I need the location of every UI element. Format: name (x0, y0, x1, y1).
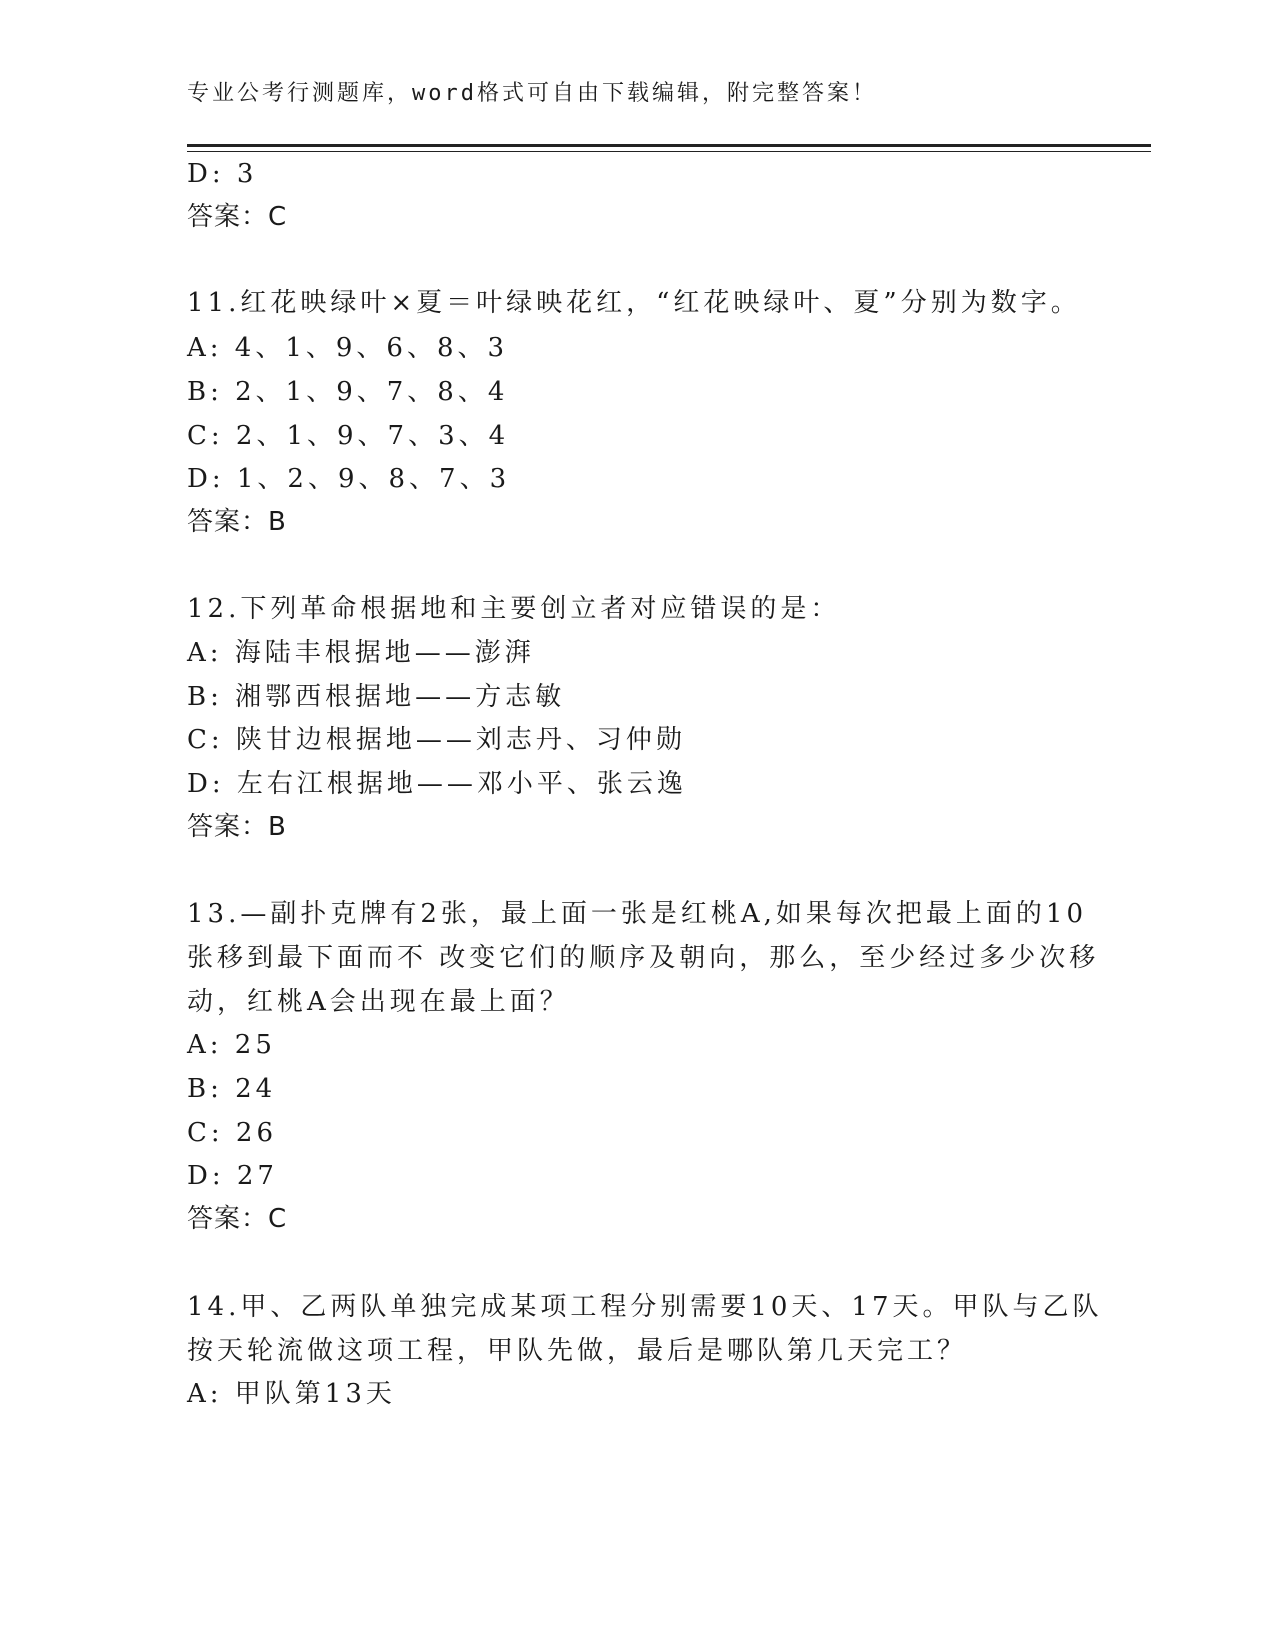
option-d: D: 1、2、9、8、7、3 (187, 464, 511, 494)
option-d: D: 左右江根据地——邓小平、张云逸 (187, 769, 687, 799)
question-stem-line-1: 13.—副扑克牌有2张，最上面一张是红桃A,如果每次把最上面的10 (187, 899, 1088, 929)
option-b: B: 2、1、9、7、8、4 (187, 377, 509, 407)
question-stem-line-2: 按天轮流做这项工程，甲队先做，最后是哪队第几天完工？ (187, 1336, 968, 1366)
question-stem-line-3: 动，红桃A会出现在最上面？ (187, 987, 570, 1017)
question-stem: 11.红花映绿叶×夏＝叶绿映花红，“红花映绿叶、夏”分别为数字。 (187, 288, 1081, 318)
option-b: B: 24 (187, 1074, 277, 1104)
question-stem: 12.下列革命根据地和主要创立者对应错误的是： (187, 594, 841, 624)
header-divider-thick (187, 144, 1151, 147)
answer: 答案：B (187, 812, 287, 842)
option-d: D: 3 (187, 159, 258, 189)
answer: 答案：C (187, 1204, 288, 1234)
option-a: A: 4、1、9、6、8、3 (187, 333, 509, 363)
answer: 答案：C (187, 202, 288, 232)
question-stem-line-2: 张移到最下面而不 改变它们的顺序及朝向，那么，至少经过多少次移 (187, 943, 1100, 973)
question-stem-line-1: 14.甲、乙两队单独完成某项工程分别需要10天、17天。甲队与乙队 (187, 1292, 1103, 1322)
option-c: C: 陕甘边根据地——刘志丹、习仲勋 (187, 725, 686, 755)
option-d: D: 27 (187, 1161, 278, 1191)
option-a: A: 25 (187, 1030, 276, 1060)
option-c: C: 26 (187, 1118, 278, 1148)
option-b: B: 湘鄂西根据地——方志敏 (187, 682, 566, 712)
option-a: A: 海陆丰根据地——澎湃 (187, 638, 535, 668)
page-header: 专业公考行测题库，word格式可自由下载编辑，附完整答案！ (187, 81, 877, 106)
header-divider-thin (187, 151, 1151, 152)
answer: 答案：B (187, 507, 287, 537)
option-a: A: 甲队第13天 (187, 1379, 396, 1409)
option-c: C: 2、1、9、7、3、4 (187, 421, 510, 451)
